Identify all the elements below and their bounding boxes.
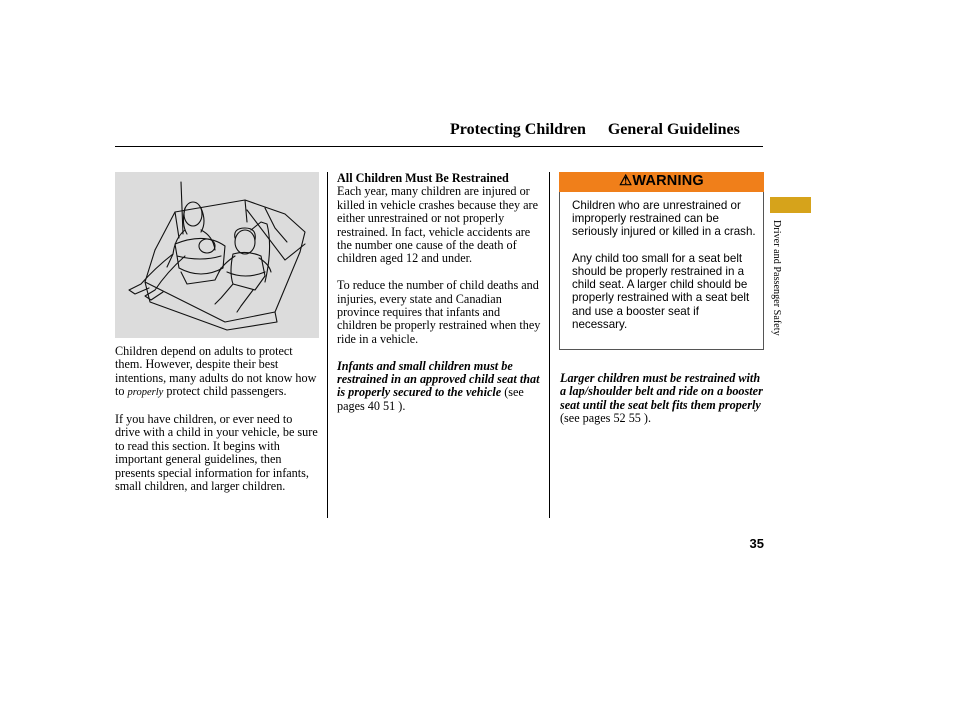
column-divider-2	[549, 172, 550, 518]
restraint-heading: All Children Must Be Restrained	[337, 171, 509, 185]
side-section-label: Driver and Passenger Safety	[771, 220, 782, 336]
warning-icon: ⚠	[619, 173, 633, 189]
header-rule	[115, 146, 763, 147]
warning-text	[572, 199, 756, 331]
larger-children-column	[560, 372, 765, 426]
page-number: 35	[749, 536, 764, 551]
page-reference: (see pages 52 55 ).	[560, 411, 652, 426]
illustration-drawing	[115, 172, 319, 338]
restraint-paragraph-1: Each year, many children are injured or killed in vehicle crashes because they are either unrestrained or not properly restrained. In fact, vehicle accidents are the number one cause of the death of children aged 12 and under.	[337, 184, 538, 266]
section-title: Protecting Children	[450, 121, 586, 138]
warning-banner	[559, 172, 764, 192]
emphasis-properly: properly	[127, 387, 164, 399]
page-header	[450, 121, 763, 139]
warning-title: ⚠WARNING	[619, 173, 704, 189]
warning-paragraph-1: Children who are unrestrained or improperly restrained can be seriously injured or killed in a crash.	[572, 199, 756, 239]
restraint-column	[337, 172, 542, 413]
larger-children-paragraph: Larger children must be restrained with a lap/shoulder belt and ride on a booster seat until the seat belt fits them properly (see pages 52 55 ).	[560, 371, 763, 426]
intro-paragraph-2: If you have children, or ever need to drive with a child in your vehicle, be sure to read this section. It begins with important general guidelines, then presents special information for infants, small children, and larger children.	[115, 412, 318, 494]
child-seat-illustration	[115, 172, 319, 338]
warning-paragraph-2: Any child too small for a seat belt should be properly restrained in a child seat. A larger child should be properly restrained with a seat belt and use a booster seat if necessary.	[572, 251, 750, 331]
page-reference: (see pages 40 51 ).	[337, 385, 524, 413]
intro-paragraph-1: Children depend on adults to protect them. However, despite their best intentions, many adults do not know how to properly protect child passengers.	[115, 344, 317, 399]
restraint-paragraph-2: To reduce the number of child deaths and injuries, every state and Canadian province requires that infants and children be properly restrained when they ride in a vehicle.	[337, 278, 541, 346]
subsection-title: General Guidelines	[607, 121, 740, 138]
restraint-paragraph-3: Infants and small children must be restrained in an approved child seat that is properly secured to the vehicle (see pages 40 51 ).	[337, 358, 540, 413]
section-tab	[770, 197, 811, 213]
intro-column	[115, 345, 320, 493]
column-divider-1	[327, 172, 328, 518]
